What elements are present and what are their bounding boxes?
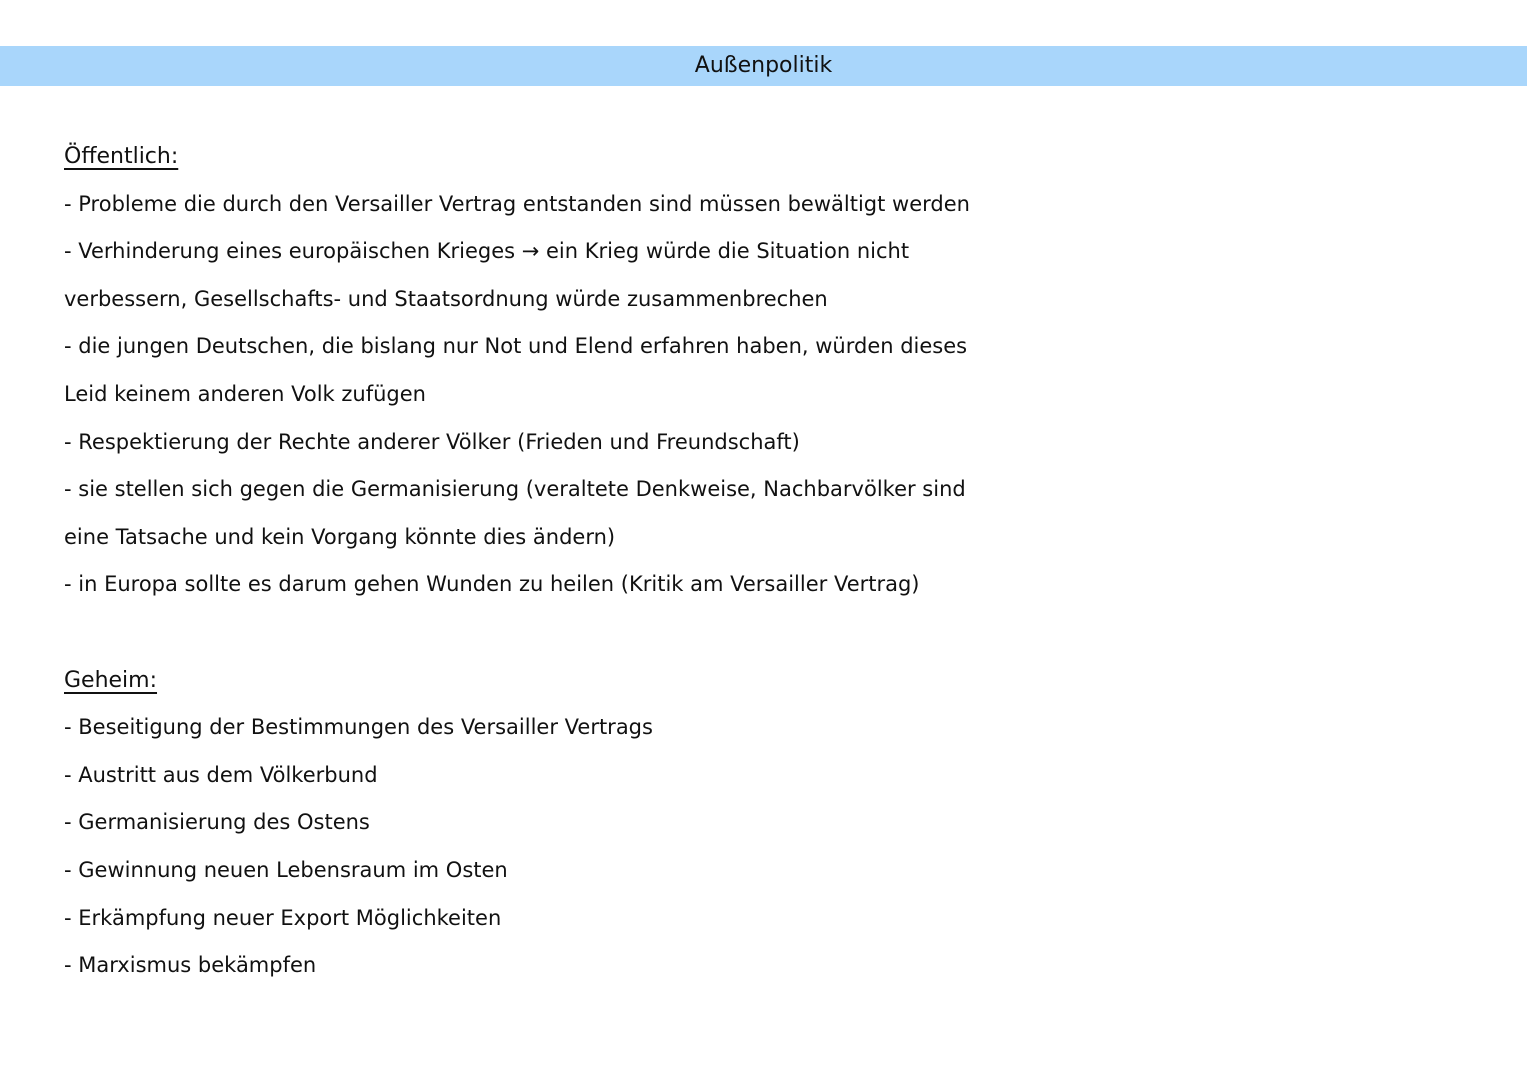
section-heading: Geheim: [64,667,158,693]
list-item: - Probleme die durch den Versailler Vertrag entstanden sind müssen bewältigt werden [64,191,970,216]
list-item: - sie stellen sich gegen die Germanisierung (veraltete Denkweise, Nachbarvölker sind [64,477,966,502]
section-secret [64,657,964,990]
list-item: - Gewinnung neuen Lebensraum im Osten [64,857,508,882]
list-item-continuation: eine Tatsache und kein Vorgang könnte dies ändern) [64,524,616,549]
page-title: Außenpolitik [694,53,833,78]
list-item-continuation: Leid keinem anderen Volk zufügen [64,381,426,406]
list-item: - Respektierung der Rechte anderer Völker (Frieden und Freundschaft) [64,429,800,454]
list-item: - Marxismus bekämpfen [64,953,317,978]
list-item: - Austritt aus dem Völkerbund [64,762,378,787]
list-item: - die jungen Deutschen, die bislang nur Not und Elend erfahren haben, würden dieses [64,334,968,359]
list-item-continuation: verbessern, Gesellschafts- und Staatsordnung würde zusammenbrechen [64,286,828,311]
section-heading: Öffentlich: [64,144,179,169]
notes-content [64,133,970,990]
list-item: - in Europa sollte es darum gehen Wunden zu heilen (Kritik am Versailler Vertrag) [64,572,920,597]
list-item: - Beseitigung der Bestimmungen des Versailler Vertrags [64,715,653,740]
section-spacer [64,609,964,657]
list-item: - Verhinderung eines europäischen Krieges → ein Krieg würde die Situation nicht [64,239,910,264]
section-public [64,133,970,609]
list-item: - Germanisierung des Ostens [64,810,370,835]
page-title-bar [0,46,1527,86]
list-item: - Erkämpfung neuer Export Möglichkeiten [64,905,502,930]
